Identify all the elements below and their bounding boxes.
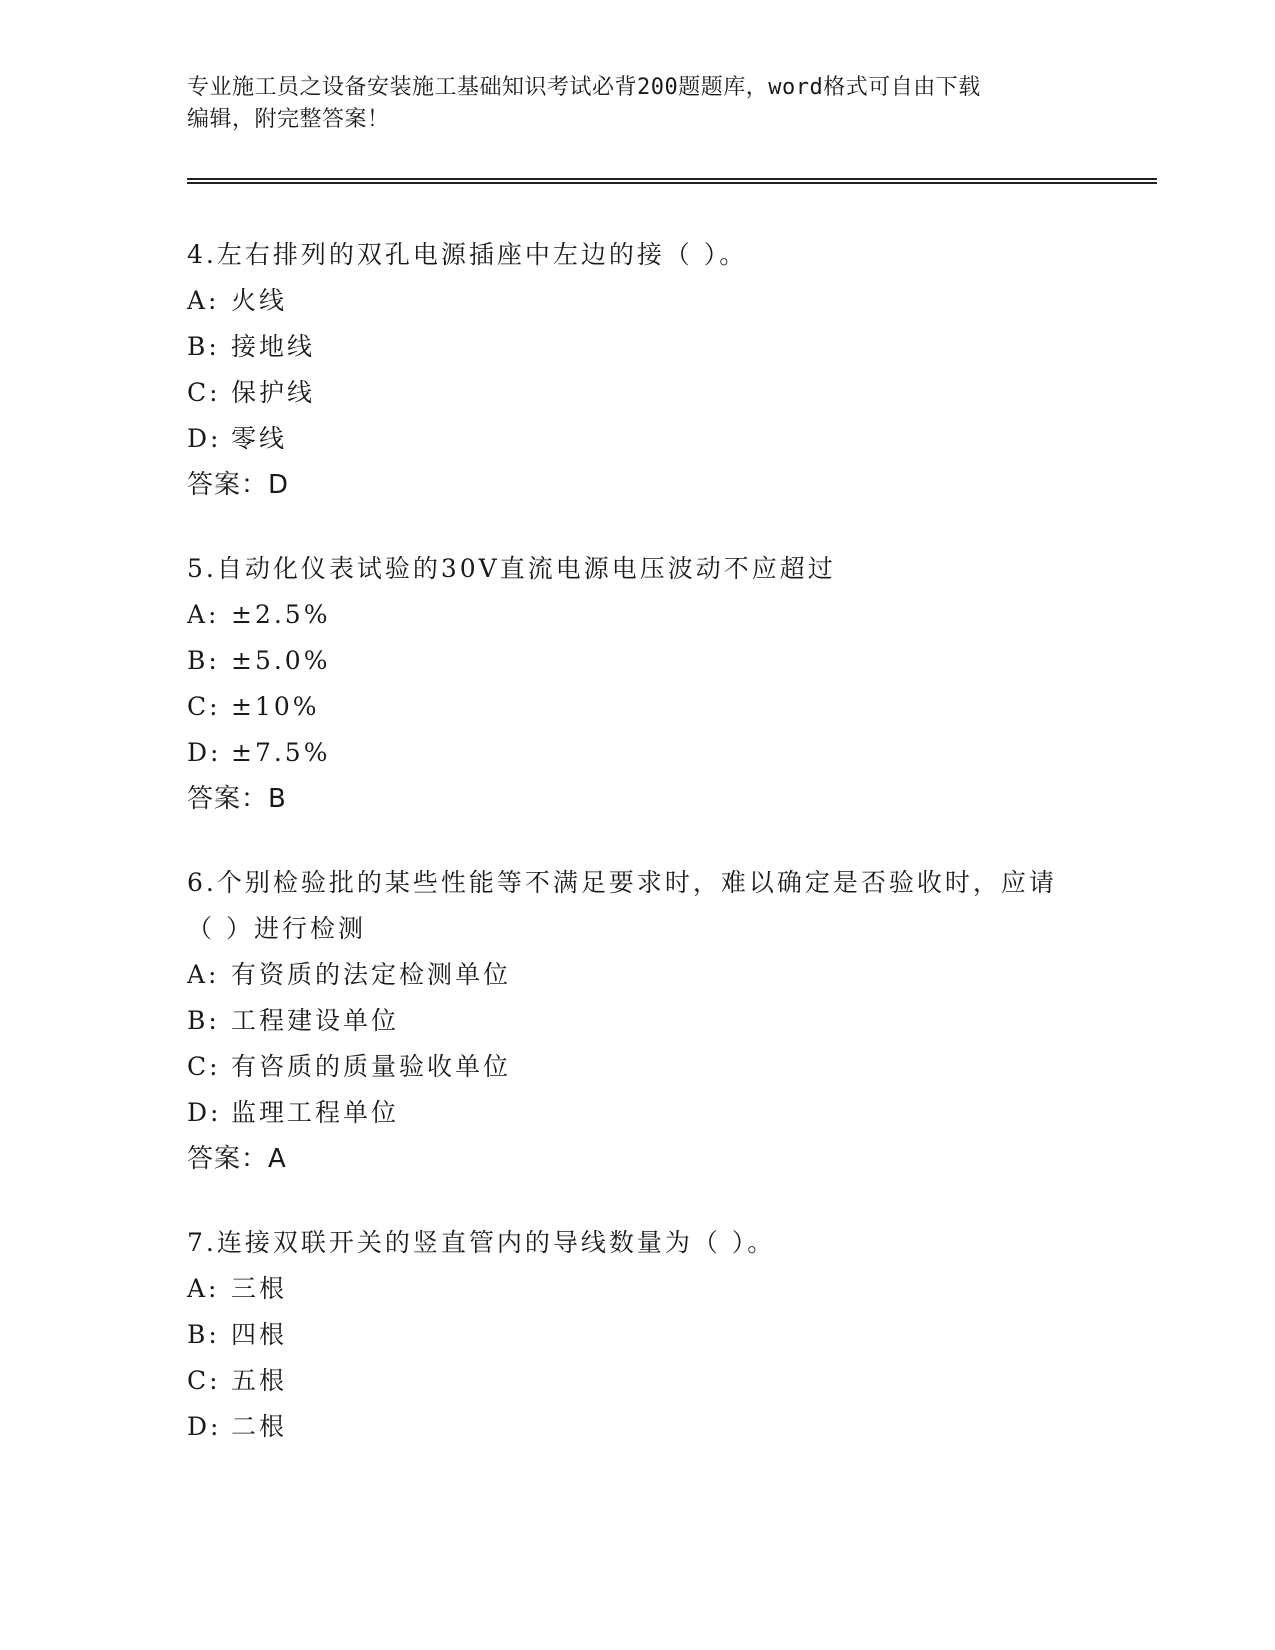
question-stem: 5.自动化仪表试验的30V直流电源电压波动不应超过 [187, 554, 836, 583]
option-letter: C: [187, 378, 221, 407]
option-b [187, 638, 1067, 684]
option-text: 二根 [231, 1412, 288, 1441]
answer-line: 答案：A [187, 1144, 287, 1174]
option-d [187, 1090, 1067, 1136]
option-letter: A: [187, 286, 220, 315]
option-text: 接地线 [231, 332, 316, 361]
option-d [187, 416, 1067, 462]
option-text: 保护线 [231, 378, 316, 407]
option-letter: C: [187, 692, 221, 721]
option-c [187, 684, 1067, 730]
answer-line: 答案：D [187, 470, 290, 500]
header-double-rule [187, 178, 1157, 184]
option-a [187, 952, 1067, 998]
option-b [187, 324, 1067, 370]
answer-line: 答案：B [187, 784, 287, 814]
document-page [187, 0, 1157, 1650]
option-d [187, 730, 1067, 776]
option-letter: A: [187, 600, 220, 629]
question-stem: 4.左右排列的双孔电源插座中左边的接（ ）。 [187, 240, 748, 269]
option-letter: B: [187, 332, 220, 361]
option-letter: C: [187, 1366, 221, 1395]
question-7 [187, 1220, 1067, 1450]
option-b [187, 1312, 1067, 1358]
option-text: 工程建设单位 [231, 1006, 400, 1035]
option-text: ±7.5% [231, 738, 331, 767]
option-text: 五根 [231, 1366, 288, 1395]
option-letter: B: [187, 1320, 220, 1349]
document-header [187, 72, 1087, 136]
option-a [187, 278, 1067, 324]
option-text: 有资质的法定检测单位 [231, 960, 512, 989]
option-letter: D: [187, 1412, 222, 1441]
option-text: 零线 [231, 424, 288, 453]
question-stem: 6.个别检验批的某些性能等不满足要求时，难以确定是否验收时，应请（ ）进行检测 [187, 868, 1057, 943]
option-letter: D: [187, 424, 222, 453]
header-title-line-2: 编辑，附完整答案！ [187, 107, 390, 132]
option-text: ±5.0% [231, 646, 331, 675]
option-letter: A: [187, 960, 220, 989]
option-text: 有咨质的质量验收单位 [231, 1052, 512, 1081]
option-text: 监理工程单位 [231, 1098, 400, 1127]
option-c [187, 1044, 1067, 1090]
option-c [187, 370, 1067, 416]
option-a [187, 1266, 1067, 1312]
header-title-line-1: 专业施工员之设备安装施工基础知识考试必背200题题库，word格式可自由下载 [187, 75, 981, 100]
option-letter: D: [187, 1098, 222, 1127]
option-letter: A: [187, 1274, 220, 1303]
option-letter: B: [187, 646, 220, 675]
option-text: 四根 [231, 1320, 288, 1349]
option-text: 三根 [231, 1274, 288, 1303]
question-4 [187, 232, 1067, 508]
option-letter: D: [187, 738, 222, 767]
option-letter: B: [187, 1006, 220, 1035]
option-d [187, 1404, 1067, 1450]
question-6 [187, 860, 1067, 1182]
question-list [187, 232, 1067, 1488]
option-c [187, 1358, 1067, 1404]
question-stem: 7.连接双联开关的竖直管内的导线数量为（ ）。 [187, 1228, 776, 1257]
option-a [187, 592, 1067, 638]
option-text: ±2.5% [231, 600, 331, 629]
option-text: ±10% [231, 692, 320, 721]
option-letter: C: [187, 1052, 221, 1081]
option-text: 火线 [231, 286, 288, 315]
question-5 [187, 546, 1067, 822]
option-b [187, 998, 1067, 1044]
